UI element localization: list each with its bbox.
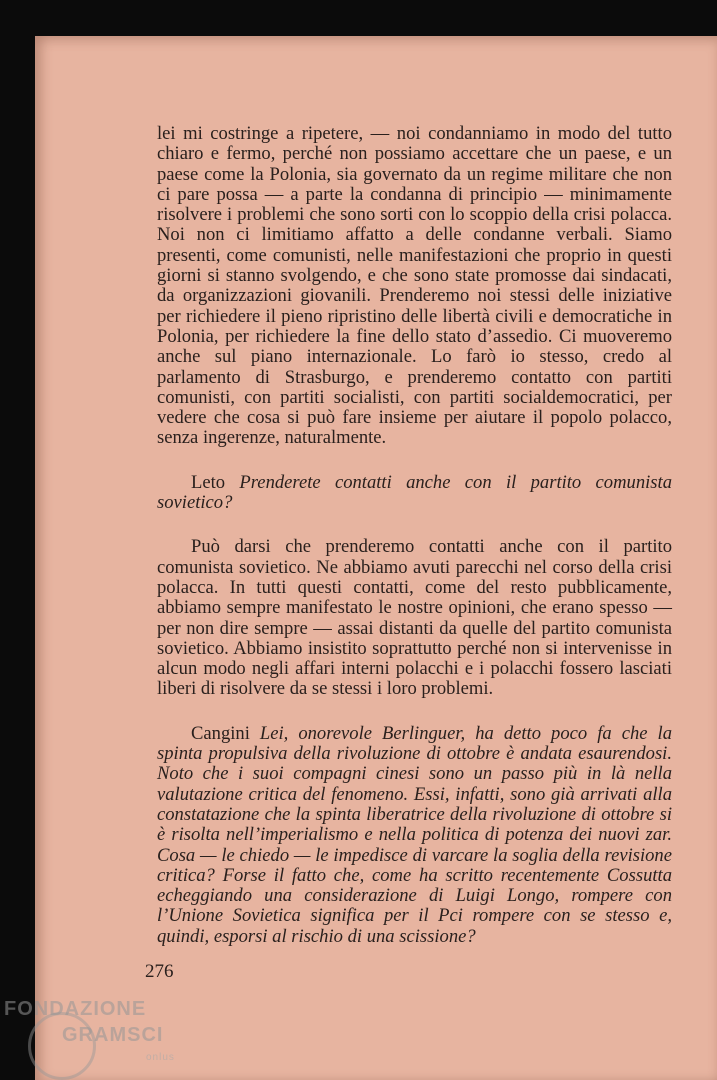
paragraph-answer-2: Può darsi che prenderemo contatti anche con il partito comunista sovietico. Ne abbiamo avuti parecchi nel corso della crisi polacca. In tutti questi contatti, come del resto pubblicamente, abbiamo sempre manifestato le nostre opinioni, che erano spesso — per non dire sempre — assai distanti da quelle del partito comunista sovietico. Abbiamo insistito soprattutto perché non si intervenisse in alcun modo negli affari interni polacchi e i polacchi fossero lasciati liberi di risolvere da se stessi i loro problemi. xyxy=(157,536,672,700)
book-page xyxy=(35,36,717,1080)
question-text: Lei, onorevole Berlinguer, ha detto poco fa che la spinta propulsiva della rivoluzione di ottobre è andata esaurendosi. Noto che i suoi compagni cinesi sono un passo più in là nella valutazione critica del fenomeno. Essi, infatti, sono già arrivati alla constatazione che la spinta liberatrice della rivoluzione di ottobre si è risolta nell’imperialismo e nella politica di potenza dei nuovi zar. Cosa — le chiedo — le impedisce di varcare la soglia della revisione critica? Forse il fatto che, come ha scritto recentemente Cossutta echeggiando una considerazione di Luigi Longo, rompere con l’Unione Sovietica significa per il Pci rompere con se stesso e, quindi, esporsi al rischio di una scissione? xyxy=(157,722,672,947)
watermark-line-2: GRAMSCI xyxy=(62,1024,164,1046)
paragraph-answer-1: lei mi costringe a ripetere, — noi condanniamo in modo del tutto chiaro e fermo, perché non possiamo accettare che un paese, e un paese come la Polonia, sia governato da un regime militare che non ci pare possa — a parte la condanna di principio — minimamente risolvere i problemi che sono sorti con lo scoppio della crisi polacca. Noi non ci limitiamo affatto a delle condanne verbali. Siamo presenti, come comunisti, nelle manifestazioni che proprio in questi giorni si stanno svolgendo, e che sono state promosse dai sindacati, da organizzazioni giovanili. Prenderemo noi stessi delle iniziative per richiedere il pieno ripristino delle libertà civili e democratiche in Polonia, per richiedere la fine dello stato d’assedio. Ci muoveremo anche sul piano internazionale. Lo farò io stesso, credo al parlamento di Strasburgo, e prenderemo contatto con partiti comunisti, con partiti socialisti, con partiti socialdemocratici, per vedere che cosa si può fare insieme per aiutare il popolo polacco, senza ingerenze, naturalmente. xyxy=(157,123,672,449)
page-number: 276 xyxy=(145,961,174,982)
watermark-line-1: FONDAZIONE xyxy=(4,998,147,1020)
speaker-name: Leto xyxy=(191,471,240,493)
paragraph-question-leto xyxy=(157,473,672,514)
question-text: Prenderete contatti anche con il partito comunista sovietico? xyxy=(157,471,672,514)
watermark-line-3: onlus xyxy=(146,1052,175,1063)
speaker-name: Cangini xyxy=(191,722,260,744)
fondazione-gramsci-watermark xyxy=(0,994,200,1080)
paragraph-question-cangini xyxy=(157,724,672,947)
body-text xyxy=(157,124,672,947)
